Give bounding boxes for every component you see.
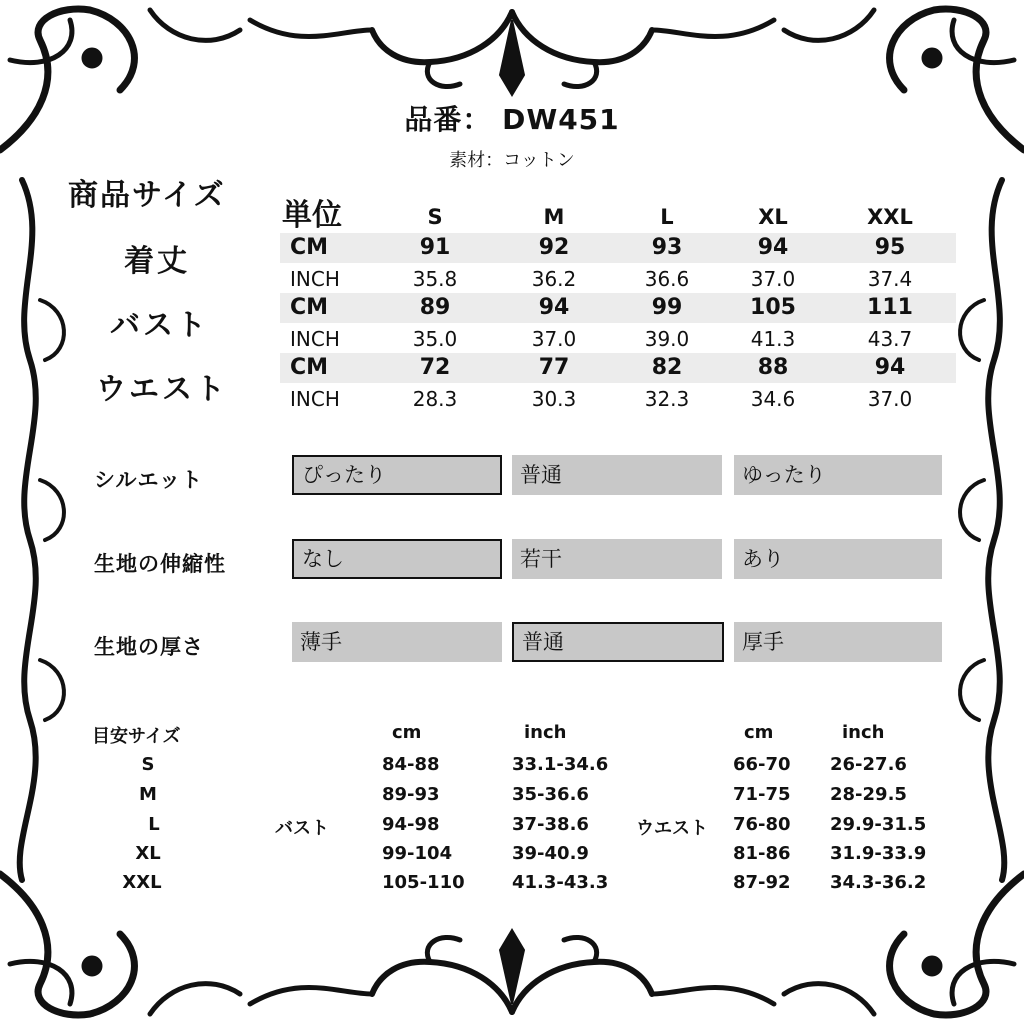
unit-inch-label: INCH [290,267,340,291]
table-cell: 28.3 [412,387,458,411]
unit-inch-label: INCH [290,327,340,351]
table-cell: 82 [651,355,683,380]
unit-cm-label: CM [290,295,329,320]
guide-cell: 39-40.9 [512,843,589,864]
option-normal-selected: 普通 [512,622,724,662]
left-side-scroll [20,180,64,880]
guide-waist-cm-header: cm [744,722,774,743]
corner-bottom-right [784,874,1024,1015]
guide-cell: 33.1-34.6 [512,754,609,775]
table-cell: 36.6 [644,267,690,291]
option-thin: 薄手 [292,622,502,662]
table-cell: 72 [419,355,451,380]
table-cell: 35.8 [412,267,458,291]
guide-size: S [141,754,155,775]
guide-cell: 37-38.6 [512,814,589,835]
corner-bottom-left [0,874,240,1015]
table-cell: 77 [538,355,570,380]
option-yes: あり [734,539,942,579]
measure-label-length: 着丈 [124,244,190,279]
guide-cell: 66-70 [733,754,791,775]
table-cell: 89 [419,295,451,320]
measure-label-bust: バスト [110,308,209,343]
guide-cell: 28-29.5 [830,784,907,805]
unit-inch-label: INCH [290,387,340,411]
guide-size: XXL [122,872,162,893]
guide-cell: 99-104 [382,843,453,864]
guide-cell: 84-88 [382,754,440,775]
table-cell: 34.6 [750,387,796,411]
table-cell: 95 [874,235,906,260]
table-cell: 105 [750,295,796,320]
table-cell: 94 [538,295,570,320]
guide-cell: 26-27.6 [830,754,907,775]
guide-waist-label: ウエスト [636,818,708,839]
guide-size: M [139,784,157,805]
option-slight: 若干 [512,539,722,579]
size-section-title: 商品サイズ [68,178,226,213]
option-thick: 厚手 [734,622,942,662]
table-cell: 43.7 [867,327,913,351]
guide-cell: 34.3-36.2 [830,872,927,893]
table-cell: 39.0 [644,327,690,351]
guide-waist-inch-header: inch [842,722,885,743]
table-cell: 36.2 [531,267,577,291]
table-cell: 35.0 [412,327,458,351]
unit-cm-label: CM [290,235,329,260]
guide-size: L [148,814,160,835]
measure-label-waist: ウエスト [96,372,228,407]
unit-cm-label: CM [290,355,329,380]
table-cell: 94 [874,355,906,380]
guide-cell: 105-110 [382,872,465,893]
option-none-selected: なし [292,539,502,579]
guide-cell: 41.3-43.3 [512,872,609,893]
guide-cell: 87-92 [733,872,791,893]
bottom-flourish [250,930,774,1012]
table-cell: 92 [538,235,570,260]
table-cell: 37.0 [750,267,796,291]
guide-cell: 76-80 [733,814,791,835]
guide-bust-cm-header: cm [392,722,422,743]
size-header-l: L [660,205,674,229]
guide-cell: 31.9-33.9 [830,843,927,864]
table-cell: 37.0 [867,387,913,411]
right-side-scroll [960,180,1004,880]
size-header-m: M [543,205,565,229]
table-cell: 37.4 [867,267,913,291]
table-cell: 30.3 [531,387,577,411]
attr-label-thickness: 生地の厚さ [94,635,204,659]
size-header-xxl: XXL [867,205,913,229]
guide-title: 目安サイズ [92,726,181,747]
material-label: 素材：コットン [449,150,575,171]
option-regular: 普通 [512,455,722,495]
table-cell: 99 [651,295,683,320]
guide-cell: 94-98 [382,814,440,835]
size-header-s: S [427,205,443,229]
guide-bust-label: バスト [275,818,329,839]
product-number: 品番： DW451 [404,103,620,136]
table-cell: 91 [419,235,451,260]
guide-cell: 81-86 [733,843,791,864]
table-cell: 41.3 [750,327,796,351]
attr-label-silhouette: シルエット [94,468,204,492]
guide-cell: 35-36.6 [512,784,589,805]
table-cell: 88 [757,355,789,380]
table-cell: 93 [651,235,683,260]
table-cell: 37.0 [531,327,577,351]
guide-size: XL [135,843,161,864]
guide-bust-inch-header: inch [524,722,567,743]
unit-header: 単位 [282,198,342,233]
table-cell: 94 [757,235,789,260]
top-flourish [250,12,774,95]
table-cell: 111 [867,295,913,320]
table-cell: 32.3 [644,387,690,411]
option-loose: ゆったり [734,455,942,495]
guide-cell: 89-93 [382,784,440,805]
guide-cell: 71-75 [733,784,791,805]
guide-cell: 29.9-31.5 [830,814,927,835]
size-header-xl: XL [758,205,788,229]
attr-label-stretch: 生地の伸縮性 [94,552,226,576]
option-fitted-selected: ぴったり [292,455,502,495]
